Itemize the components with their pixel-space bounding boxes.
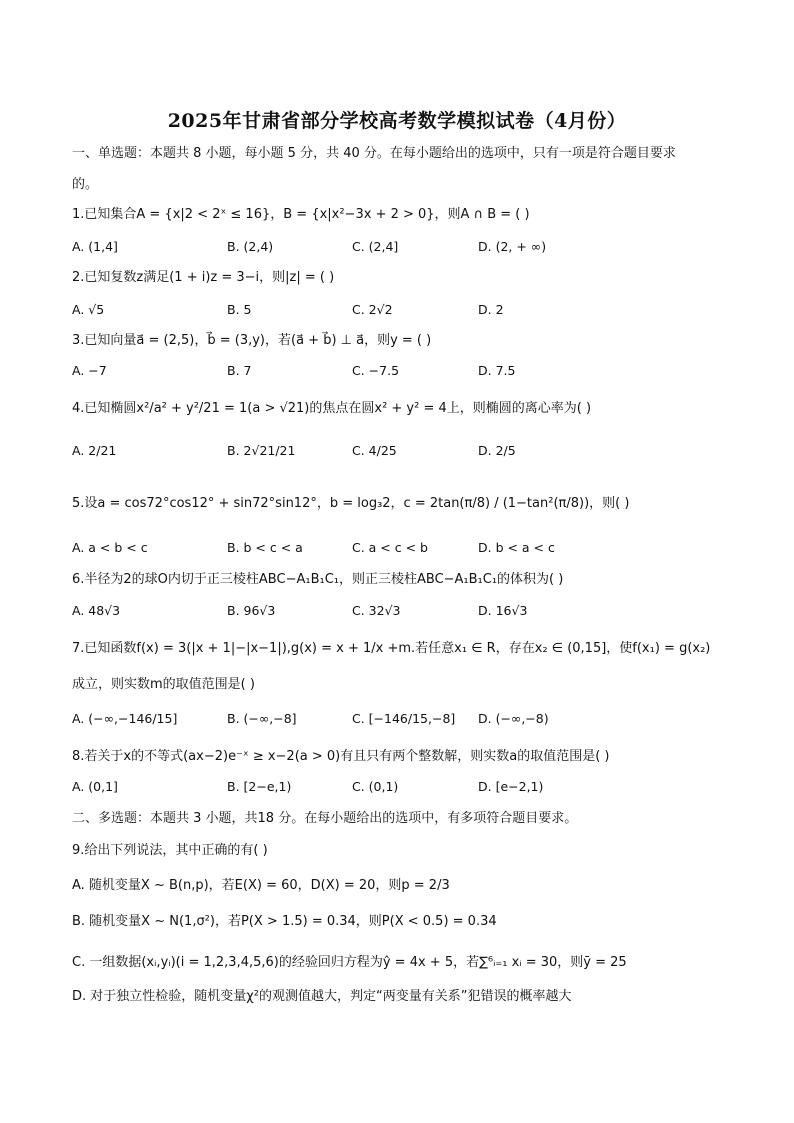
question-8-option-d: D. [e−2,1) — [478, 779, 544, 794]
section-2-heading: 二、多选题：本题共 3 小题，共18 分。在每小题给出的选项中，有多项符合题目要求。 — [72, 811, 578, 826]
question-7-option-b: B. (−∞,−8] — [227, 711, 297, 726]
question-6-stem: 6.半径为2的球O内切于正三棱柱ABC−A₁B₁C₁，则正三棱柱ABC−A₁B₁C₁的体积为( ) — [72, 572, 564, 587]
question-6-option-b: B. 96√3 — [227, 603, 276, 618]
question-9-option-a: A. 随机变量X ~ B(n,p)，若E(X) = 60，D(X) = 20，则p = 2/3 — [72, 878, 450, 893]
question-1-option-c: C. (2,4] — [352, 239, 399, 254]
question-8-option-c: C. (0,1) — [352, 779, 399, 794]
question-2-option-c: C. 2√2 — [352, 302, 393, 317]
question-9-option-c: C. 一组数据(xᵢ,yᵢ)(i = 1,2,3,4,5,6)的经验回归方程为ŷ = 4x + 5，若∑⁶ᵢ₌₁ xᵢ = 30，则ȳ = 25 — [72, 955, 627, 970]
question-4-option-d: D. 2/5 — [478, 443, 516, 458]
question-9-option-b: B. 随机变量X ~ N(1,σ²)，若P(X > 1.5) = 0.34，则P(X < 0.5) = 0.34 — [72, 914, 497, 929]
question-4-option-a: A. 2/21 — [72, 443, 117, 458]
question-4-option-b: B. 2√21/21 — [227, 443, 296, 458]
question-6-option-d: D. 16√3 — [478, 603, 528, 618]
question-9-stem: 9.给出下列说法，其中正确的有( ) — [72, 843, 268, 858]
question-1-option-d: D. (2, + ∞) — [478, 239, 547, 254]
question-2-option-a: A. √5 — [72, 302, 105, 317]
question-7-stem-cont: 成立，则实数m的取值范围是( ) — [72, 677, 255, 692]
question-3-option-d: D. 7.5 — [478, 363, 516, 378]
question-1-stem: 1.已知集合A = {x|2 < 2ˣ ≤ 16}，B = {x|x²−3x + 2 > 0}，则A ∩ B = ( ) — [72, 207, 530, 222]
question-7-option-c: C. [−146/15,−8] — [352, 711, 456, 726]
question-4-option-c: C. 4/25 — [352, 443, 397, 458]
question-9-option-d: D. 对于独立性检验，随机变量χ²的观测值越大，判定“两变量有关系”犯错误的概率越大 — [72, 989, 572, 1004]
question-5-stem: 5.设a = cos72°cos12° + sin72°sin12°，b = log₃2，c = 2tan(π/8) / (1−tan²(π/8))，则( ) — [72, 496, 630, 511]
section-1-heading: 一、单选题：本题共 8 小题，每小题 5 分，共 40 分。在每小题给出的选项中，只有一项是符合题目要求 — [72, 146, 676, 161]
question-7-option-a: A. (−∞,−146/15] — [72, 711, 178, 726]
question-3-stem: 3.已知向量a⃗ = (2,5)，b⃗ = (3,y)，若(a⃗ + b⃗) ⊥ a⃗，则y = ( ) — [72, 333, 432, 348]
question-3-option-b: B. 7 — [227, 363, 252, 378]
question-3-option-a: A. −7 — [72, 363, 107, 378]
question-3-option-c: C. −7.5 — [352, 363, 400, 378]
question-5-option-b: B. b < c < a — [227, 540, 303, 555]
question-8-option-b: B. [2−e,1) — [227, 779, 292, 794]
question-6-option-c: C. 32√3 — [352, 603, 401, 618]
question-2-stem: 2.已知复数z满足(1 + i)z = 3−i，则|z| = ( ) — [72, 270, 335, 285]
page-title: 2025年甘肃省部分学校高考数学模拟试卷（4月份） — [167, 110, 627, 132]
question-7-stem: 7.已知函数f(x) = 3(|x + 1|−|x−1|),g(x) = x + 1/x +m.若任意x₁ ∈ R，存在x₂ ∈ (0,15]，使f(x₁) = g(x₂) — [72, 641, 711, 656]
section-1-heading-cont: 的。 — [72, 177, 99, 192]
question-5-option-c: C. a < c < b — [352, 540, 428, 555]
question-4-stem: 4.已知椭圆x²/a² + y²/21 = 1(a > √21)的焦点在圆x² + y² = 4上，则椭圆的离心率为( ) — [72, 401, 592, 416]
question-2-option-d: D. 2 — [478, 302, 504, 317]
question-6-option-a: A. 48√3 — [72, 603, 121, 618]
question-7-option-d: D. (−∞,−8) — [478, 711, 549, 726]
question-1-option-a: A. (1,4] — [72, 239, 118, 254]
question-5-option-d: D. b < a < c — [478, 540, 555, 555]
question-2-option-b: B. 5 — [227, 302, 252, 317]
question-1-option-b: B. (2,4) — [227, 239, 274, 254]
question-5-option-a: A. a < b < c — [72, 540, 148, 555]
question-8-stem: 8.若关于x的不等式(ax−2)e⁻ˣ ≥ x−2(a > 0)有且只有两个整数解，则实数a的取值范围是( ) — [72, 749, 610, 764]
question-8-option-a: A. (0,1] — [72, 779, 118, 794]
